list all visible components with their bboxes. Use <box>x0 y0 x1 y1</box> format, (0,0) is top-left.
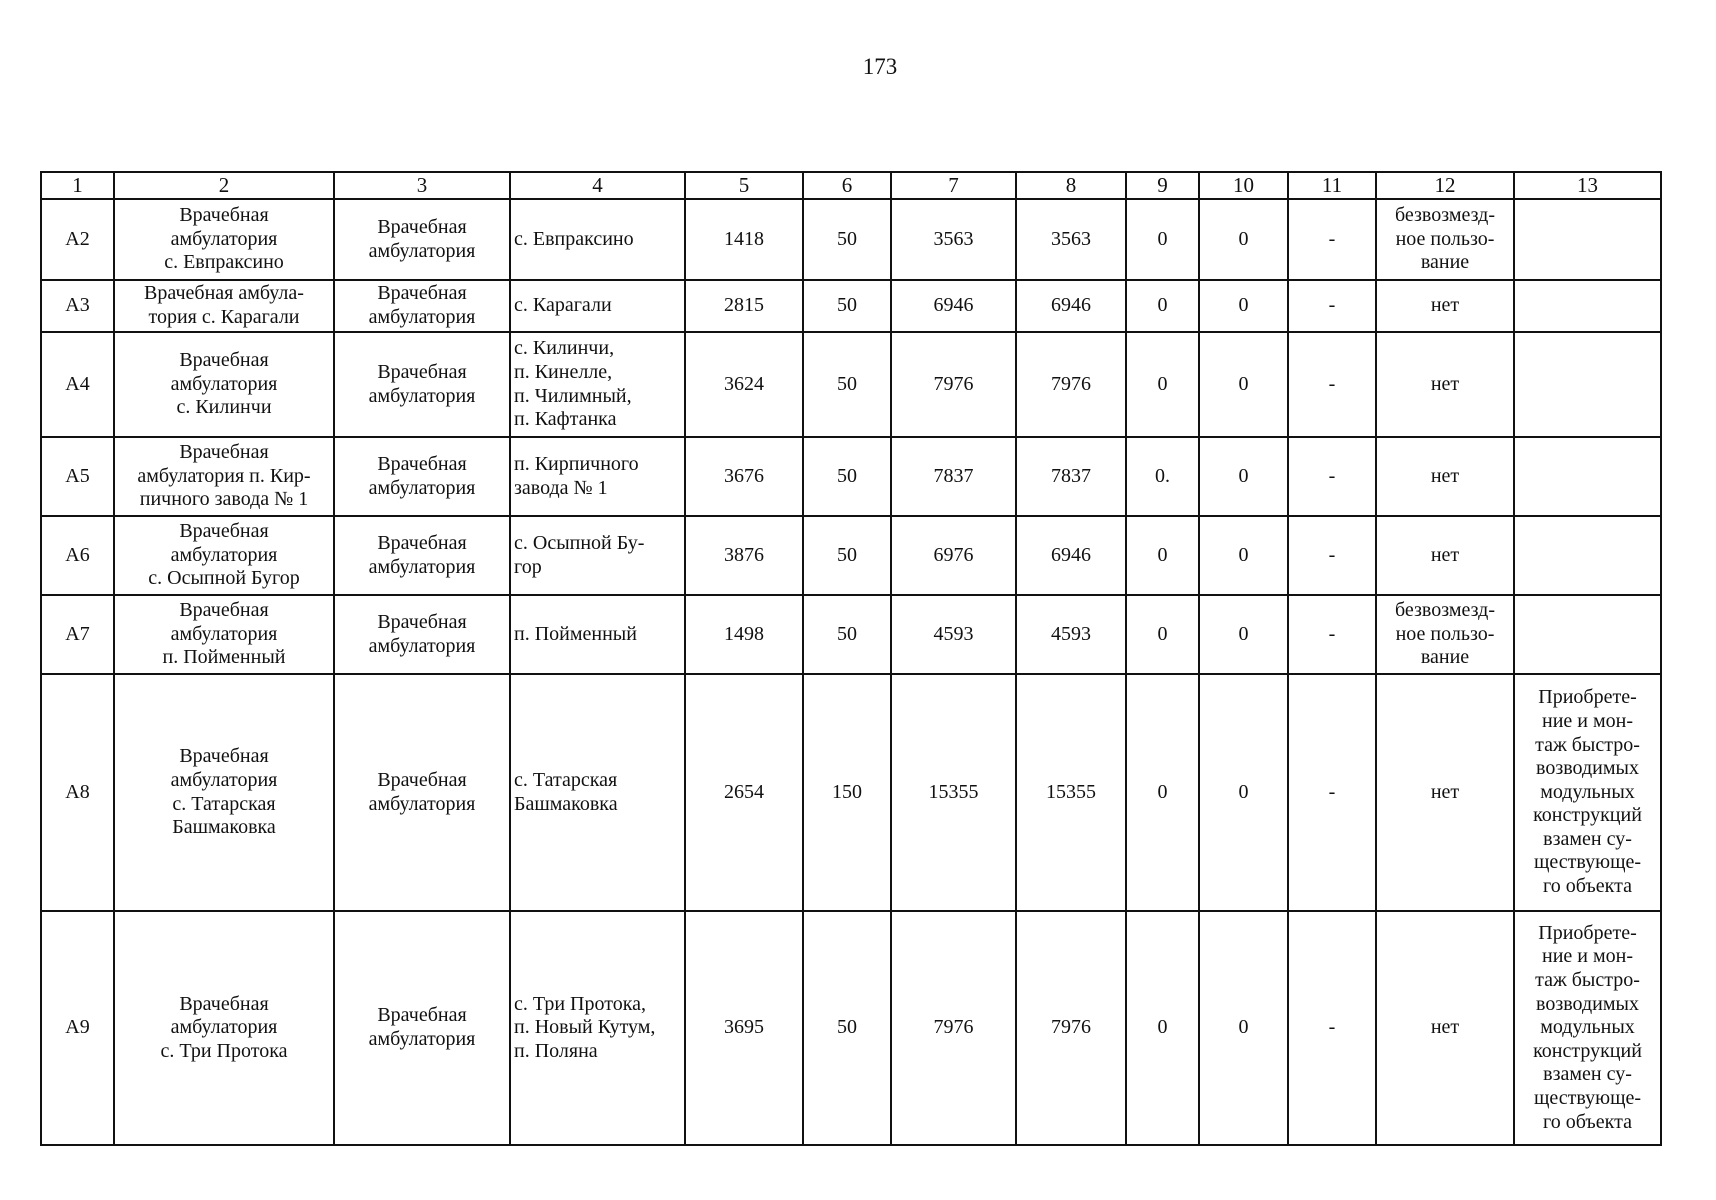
column-header: 8 <box>1016 172 1126 199</box>
cell-col5: 1498 <box>685 595 803 674</box>
column-header: 10 <box>1199 172 1288 199</box>
cell-col5: 3624 <box>685 332 803 437</box>
cell-col9: 0 <box>1126 332 1199 437</box>
cell-col12: безвозмезд- ное пользо- вание <box>1376 199 1514 280</box>
cell-col8: 15355 <box>1016 674 1126 911</box>
facility-type: Врачебная амбулатория <box>334 199 510 280</box>
cell-col12: нет <box>1376 437 1514 516</box>
cell-col10: 0 <box>1199 199 1288 280</box>
cell-col5: 2815 <box>685 280 803 332</box>
cell-col9: 0 <box>1126 674 1199 911</box>
cell-col6: 50 <box>803 516 891 595</box>
cell-col8: 7976 <box>1016 911 1126 1145</box>
table-header-row <box>41 172 1661 199</box>
column-header: 13 <box>1514 172 1661 199</box>
cell-col5: 3695 <box>685 911 803 1145</box>
facility-name: Врачебная амбулатория с. Килинчи <box>114 332 334 437</box>
cell-col9: 0 <box>1126 911 1199 1145</box>
cell-col13 <box>1514 332 1661 437</box>
cell-col13 <box>1514 595 1661 674</box>
settlements: п. Кирпичного завода № 1 <box>510 437 685 516</box>
table-body <box>41 172 1661 1145</box>
facility-type: Врачебная амбулатория <box>334 280 510 332</box>
cell-col7: 7976 <box>891 332 1016 437</box>
facilities-table <box>40 171 1662 1146</box>
cell-col9: 0 <box>1126 595 1199 674</box>
cell-col12: нет <box>1376 911 1514 1145</box>
facility-name: Врачебная амбула- тория с. Карагали <box>114 280 334 332</box>
column-header: 6 <box>803 172 891 199</box>
cell-col6: 50 <box>803 280 891 332</box>
cell-col11: - <box>1288 516 1376 595</box>
cell-col6: 50 <box>803 437 891 516</box>
cell-col7: 6976 <box>891 516 1016 595</box>
facility-name: Врачебная амбулатория с. Евпраксино <box>114 199 334 280</box>
cell-col13 <box>1514 280 1661 332</box>
settlements: с. Три Протока, п. Новый Кутум, п. Поляна <box>510 911 685 1145</box>
cell-col12: нет <box>1376 674 1514 911</box>
settlements: с. Евпраксино <box>510 199 685 280</box>
table-row <box>41 516 1661 595</box>
table-row <box>41 911 1661 1145</box>
cell-col11: - <box>1288 332 1376 437</box>
table-row <box>41 332 1661 437</box>
table-row <box>41 280 1661 332</box>
cell-col10: 0 <box>1199 911 1288 1145</box>
facility-name: Врачебная амбулатория с. Осыпной Бугор <box>114 516 334 595</box>
cell-col8: 6946 <box>1016 516 1126 595</box>
row-code: А9 <box>41 911 114 1145</box>
cell-col10: 0 <box>1199 595 1288 674</box>
cell-col7: 7976 <box>891 911 1016 1145</box>
column-header: 3 <box>334 172 510 199</box>
facility-name: Врачебная амбулатория с. Три Протока <box>114 911 334 1145</box>
cell-col11: - <box>1288 437 1376 516</box>
facility-type: Врачебная амбулатория <box>334 516 510 595</box>
settlements: с. Карагали <box>510 280 685 332</box>
cell-col10: 0 <box>1199 280 1288 332</box>
cell-col9: 0 <box>1126 199 1199 280</box>
column-header: 7 <box>891 172 1016 199</box>
table-row <box>41 437 1661 516</box>
cell-col10: 0 <box>1199 674 1288 911</box>
facility-type: Врачебная амбулатория <box>334 437 510 516</box>
cell-col7: 4593 <box>891 595 1016 674</box>
cell-col7: 3563 <box>891 199 1016 280</box>
row-code: А4 <box>41 332 114 437</box>
cell-col6: 50 <box>803 199 891 280</box>
table-row <box>41 595 1661 674</box>
cell-col7: 6946 <box>891 280 1016 332</box>
facility-name: Врачебная амбулатория п. Кир- пичного завода № 1 <box>114 437 334 516</box>
facility-name: Врачебная амбулатория с. Татарская Башмаковка <box>114 674 334 911</box>
cell-col6: 50 <box>803 332 891 437</box>
cell-col8: 7837 <box>1016 437 1126 516</box>
cell-col10: 0 <box>1199 437 1288 516</box>
row-code: А5 <box>41 437 114 516</box>
cell-col13 <box>1514 199 1661 280</box>
column-header: 5 <box>685 172 803 199</box>
cell-col5: 2654 <box>685 674 803 911</box>
cell-col11: - <box>1288 674 1376 911</box>
table-row <box>41 674 1661 911</box>
table-row <box>41 199 1661 280</box>
cell-col9: 0 <box>1126 280 1199 332</box>
cell-col13 <box>1514 437 1661 516</box>
cell-col12: нет <box>1376 332 1514 437</box>
cell-col13 <box>1514 516 1661 595</box>
column-header: 4 <box>510 172 685 199</box>
column-header: 11 <box>1288 172 1376 199</box>
row-code: А7 <box>41 595 114 674</box>
cell-col8: 4593 <box>1016 595 1126 674</box>
cell-col13: Приобрете- ние и мон- таж быстро- возводимых модульных конструкций взамен су- ществующе- го объекта <box>1514 674 1661 911</box>
cell-col6: 50 <box>803 595 891 674</box>
cell-col11: - <box>1288 595 1376 674</box>
facility-type: Врачебная амбулатория <box>334 595 510 674</box>
facility-name: Врачебная амбулатория п. Пойменный <box>114 595 334 674</box>
settlements: с. Килинчи, п. Кинелле, п. Чилимный, п. Кафтанка <box>510 332 685 437</box>
cell-col5: 3676 <box>685 437 803 516</box>
column-header: 1 <box>41 172 114 199</box>
cell-col6: 50 <box>803 911 891 1145</box>
settlements: п. Пойменный <box>510 595 685 674</box>
column-header: 12 <box>1376 172 1514 199</box>
cell-col9: 0. <box>1126 437 1199 516</box>
page-number: 173 <box>862 54 898 79</box>
cell-col13: Приобрете- ние и мон- таж быстро- возводимых модульных конструкций взамен су- ществующе- го объекта <box>1514 911 1661 1145</box>
facility-type: Врачебная амбулатория <box>334 332 510 437</box>
cell-col9: 0 <box>1126 516 1199 595</box>
row-code: А8 <box>41 674 114 911</box>
cell-col5: 1418 <box>685 199 803 280</box>
column-header: 2 <box>114 172 334 199</box>
cell-col6: 150 <box>803 674 891 911</box>
cell-col11: - <box>1288 199 1376 280</box>
cell-col7: 7837 <box>891 437 1016 516</box>
cell-col12: нет <box>1376 516 1514 595</box>
cell-col5: 3876 <box>685 516 803 595</box>
column-header: 9 <box>1126 172 1199 199</box>
cell-col11: - <box>1288 911 1376 1145</box>
cell-col8: 6946 <box>1016 280 1126 332</box>
cell-col12: безвозмезд- ное пользо- вание <box>1376 595 1514 674</box>
cell-col7: 15355 <box>891 674 1016 911</box>
settlements: с. Татарская Башмаковка <box>510 674 685 911</box>
cell-col8: 3563 <box>1016 199 1126 280</box>
cell-col8: 7976 <box>1016 332 1126 437</box>
cell-col10: 0 <box>1199 332 1288 437</box>
cell-col11: - <box>1288 280 1376 332</box>
row-code: А3 <box>41 280 114 332</box>
cell-col10: 0 <box>1199 516 1288 595</box>
row-code: А2 <box>41 199 114 280</box>
row-code: А6 <box>41 516 114 595</box>
settlements: с. Осыпной Бу- гор <box>510 516 685 595</box>
cell-col12: нет <box>1376 280 1514 332</box>
facility-type: Врачебная амбулатория <box>334 674 510 911</box>
facility-type: Врачебная амбулатория <box>334 911 510 1145</box>
